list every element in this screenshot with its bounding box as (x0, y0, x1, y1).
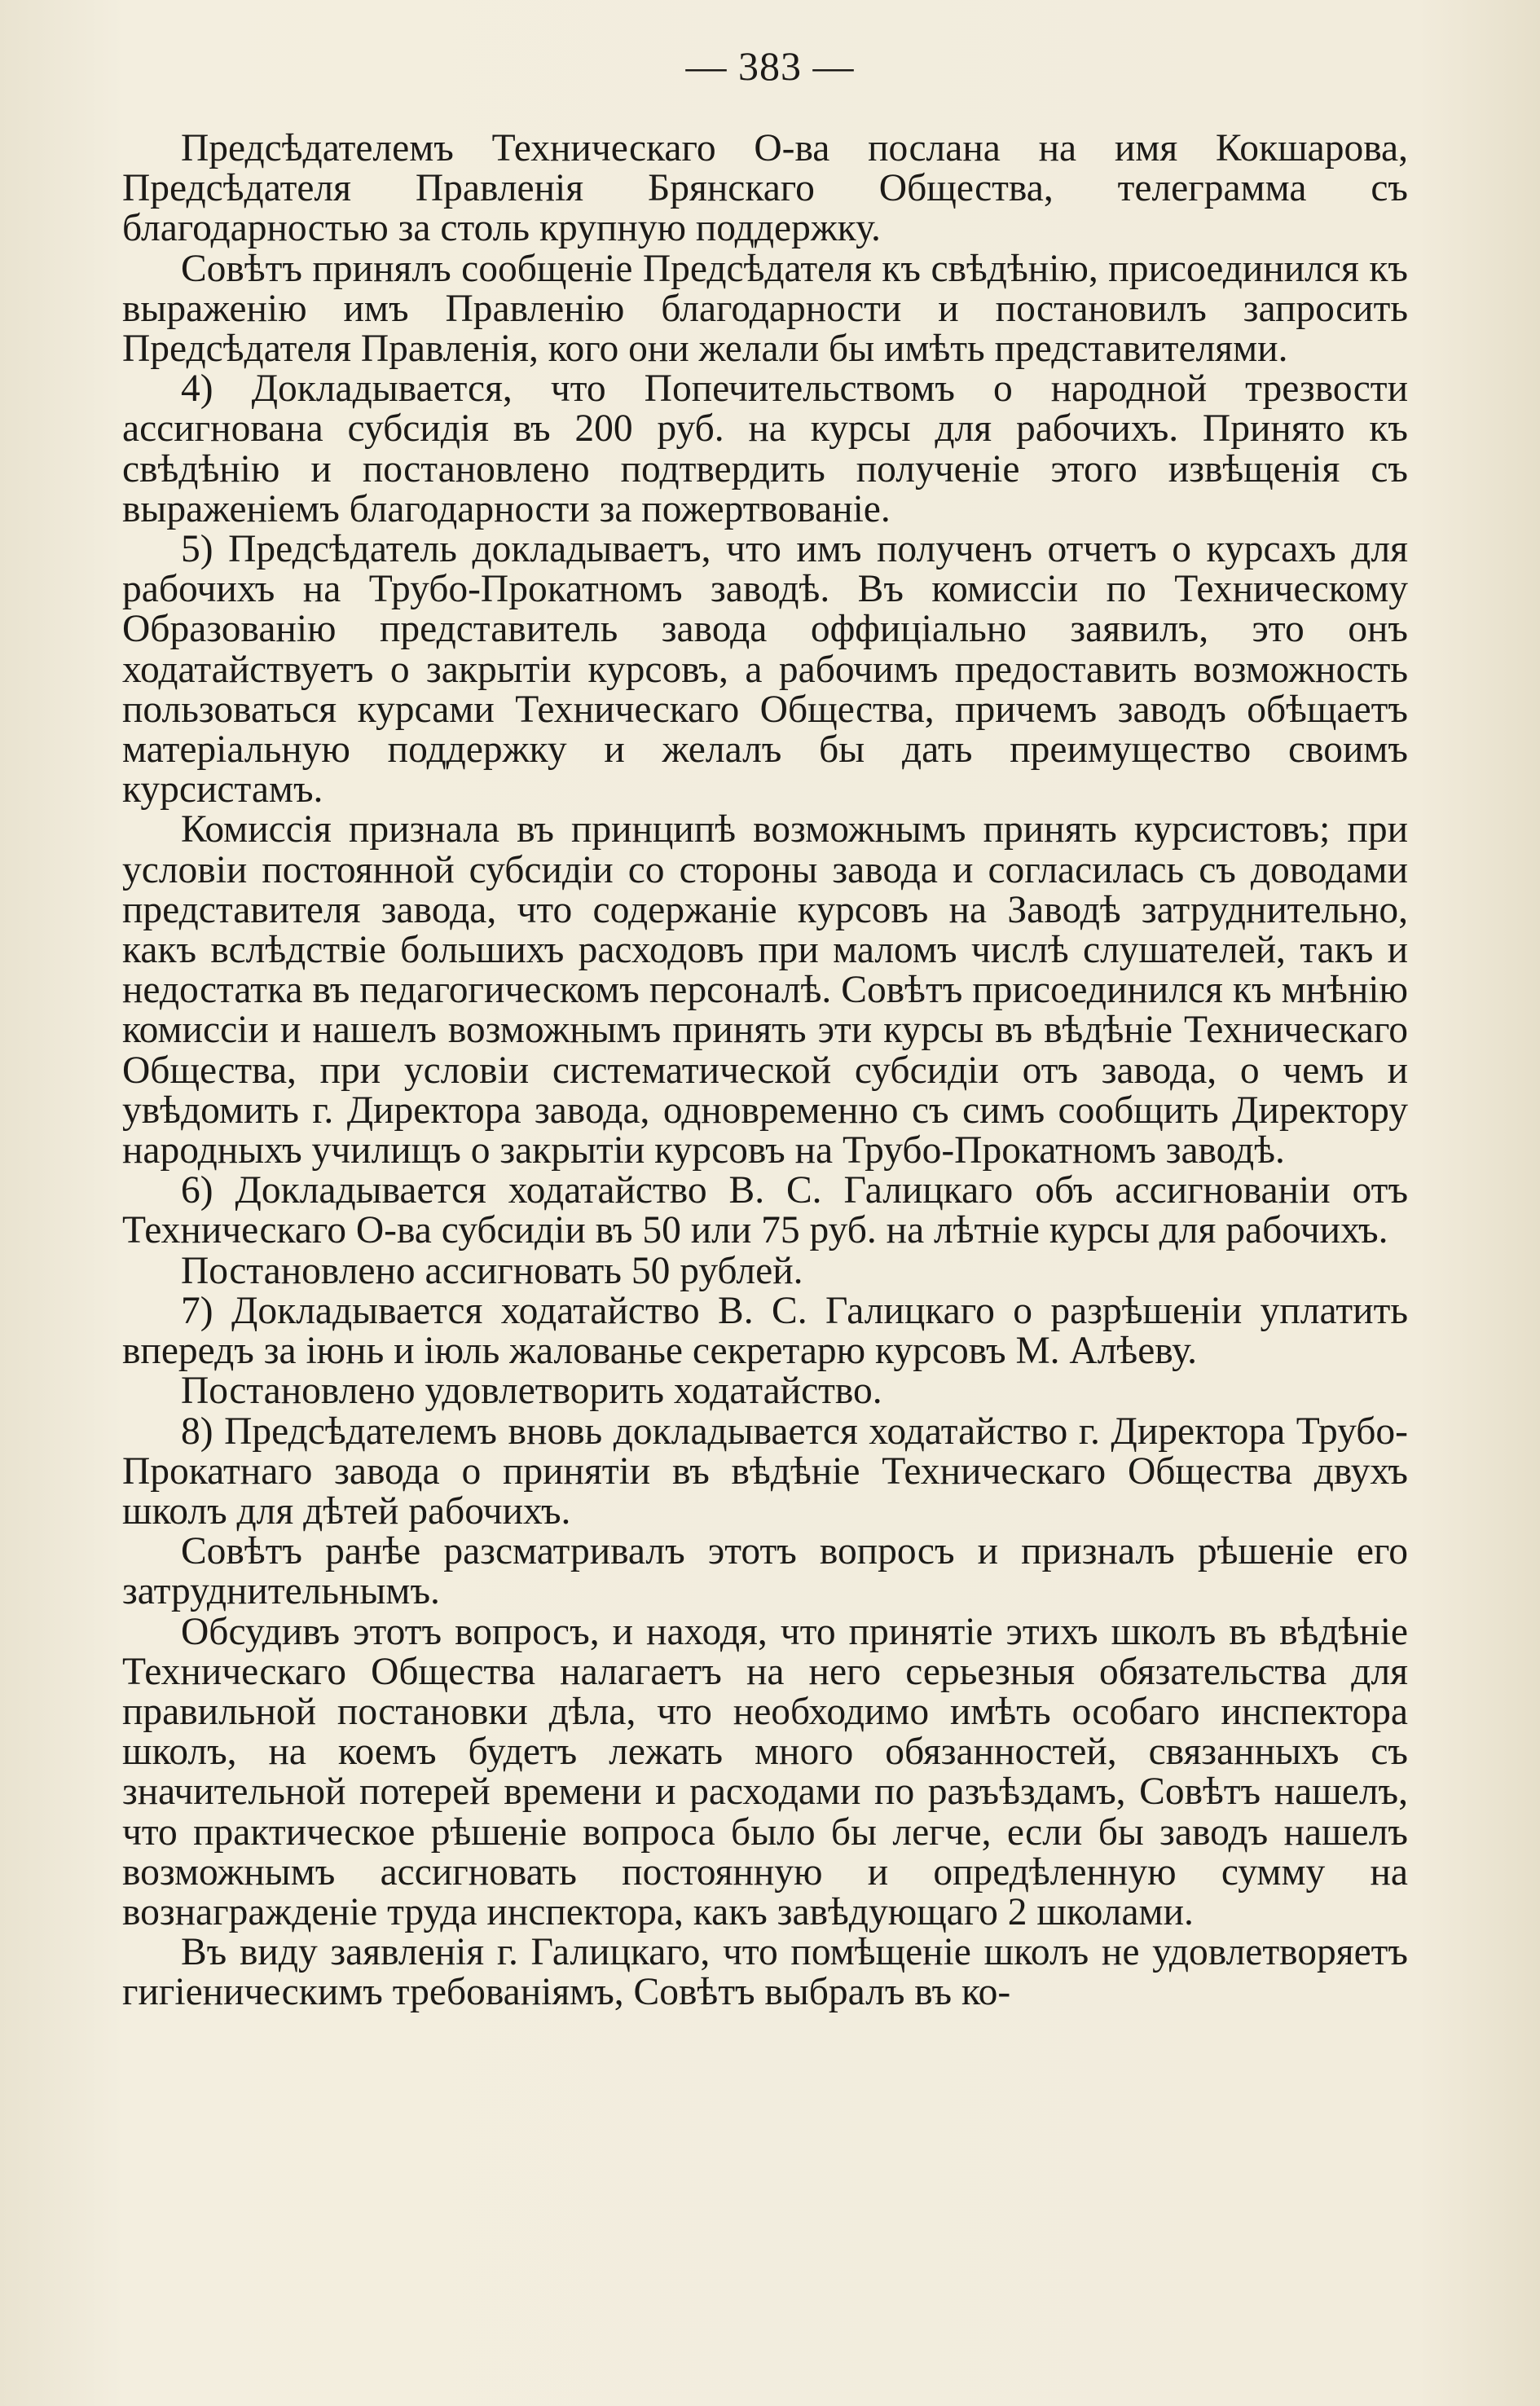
paragraph-item-4: 4) Докладывается, что Попечительствомъ о народной трезвости ассигнована субсидія въ 200 руб. на курсы для рабочихъ. Принято къ свѣдѣнію и постановлено подтвердить полученіе этого извѣщенія съ выраженіемъ благодарности за пожертвованіе. (122, 367, 1408, 530)
paragraph-telegram: Предсѣдателемъ Техническаго О-ва послана на имя Кокшарова, Предсѣдателя Правленія Брянскаго Общества, телеграмма съ благодарностью за столь крупную поддержку. (122, 127, 1408, 250)
paragraph-council-earlier: Совѣтъ ранѣе разсматривалъ этотъ вопросъ и призналъ рѣшеніе его затруднительнымъ. (122, 1530, 1408, 1613)
paragraph-item-5: 5) Предсѣдатель докладываетъ, что имъ полученъ отчетъ о курсахъ для рабочихъ на Трубо-Прокатномъ заводѣ. Въ комиссіи по Техническому Образованію представитель завода оффиціально заявилъ, это онъ ходатайствуетъ о закрытіи курсовъ, а рабочимъ предоставить возможность пользоваться курсами Техническаго Общества, причемъ заводъ обѣщаетъ матеріальную поддержку и желалъ бы дать преимущество своимъ курсистамъ. (122, 528, 1408, 812)
paragraph-item-8: 8) Предсѣдателемъ вновь докладывается ходатайство г. Директора Трубо-Прокатнаго завода о принятіи въ вѣдѣніе Техническаго Общества двухъ школъ для дѣтей рабочихъ. (122, 1410, 1408, 1533)
text-body (122, 129, 1408, 2013)
paragraph-discussion: Обсудивъ этотъ вопросъ, и находя, что принятіе этихъ школъ въ вѣдѣніе Техническаго Общества налагаетъ на него серьезныя обязательства для правильной постановки дѣла, что необходимо имѣть особаго инспектора школъ, на коемъ будетъ лежать много обязанностей, связанныхъ съ значительной потерей времени и расходами по разъѣздамъ, Совѣтъ нашелъ, что практическое рѣшеніе вопроса было бы легче, если бы заводъ нашелъ возможнымъ ассигновать постоянную и опредѣленную сумму на вознагражденіе труда инспектора, какъ завѣдующаго 2 школами. (122, 1610, 1408, 1933)
paragraph-commission: Комиссія признала въ принципѣ возможнымъ принять курсистовъ; при условіи постоянной субсидіи со стороны завода и согласилась съ доводами представителя завода, что содержаніе курсовъ на Заводѣ затруднительно, какъ вслѣдствіе большихъ расходовъ при маломъ числѣ слушателей, такъ и недостатка въ педагогическомъ персоналѣ. Совѣтъ присоединился къ мнѣнію комиссіи и нашелъ возможнымъ принять эти курсы въ вѣдѣніе Техническаго Общества, при условіи систематической субсидіи отъ завода, о чемъ и увѣдомить г. Директора завода, одновременно съ симъ сообщить Директору народныхъ училищъ о закрытіи курсовъ на Трубо-Прокатномъ заводѣ. (122, 808, 1408, 1172)
paragraph-item-6: 6) Докладывается ходатайство В. С. Галицкаго объ ассигнованіи отъ Техническаго О-ва субсидіи въ 50 или 75 руб. на лѣтніе курсы для рабочихъ. (122, 1169, 1408, 1252)
page-number: — 383 — (685, 43, 855, 89)
paragraph-council-accepted: Совѣтъ принялъ сообщеніе Предсѣдателя къ свѣдѣнію, присоединился къ выраженію имъ Правленію благодарности и постановилъ запросить Предсѣдателя Правленія, кого они желали бы имѣть представителями. (122, 247, 1408, 371)
paragraph-resolution-7: Постановлено удовлетворить ходатайство. (181, 1370, 882, 1413)
paragraph-galitsky-statement: Въ виду заявленія г. Галицкаго, что помѣщеніе школъ не удовлетворяетъ гигіеническимъ требованіямъ, Совѣтъ выбралъ въ ко- (122, 1931, 1408, 2014)
paragraph-resolution-6: Постановлено ассигновать 50 рублей. (181, 1249, 803, 1292)
paragraph-item-7: 7) Докладывается ходатайство В. С. Галицкаго о разрѣшеніи уплатить впередъ за іюнь и іюль жалованье секретарю курсовъ М. Алѣеву. (122, 1289, 1408, 1373)
